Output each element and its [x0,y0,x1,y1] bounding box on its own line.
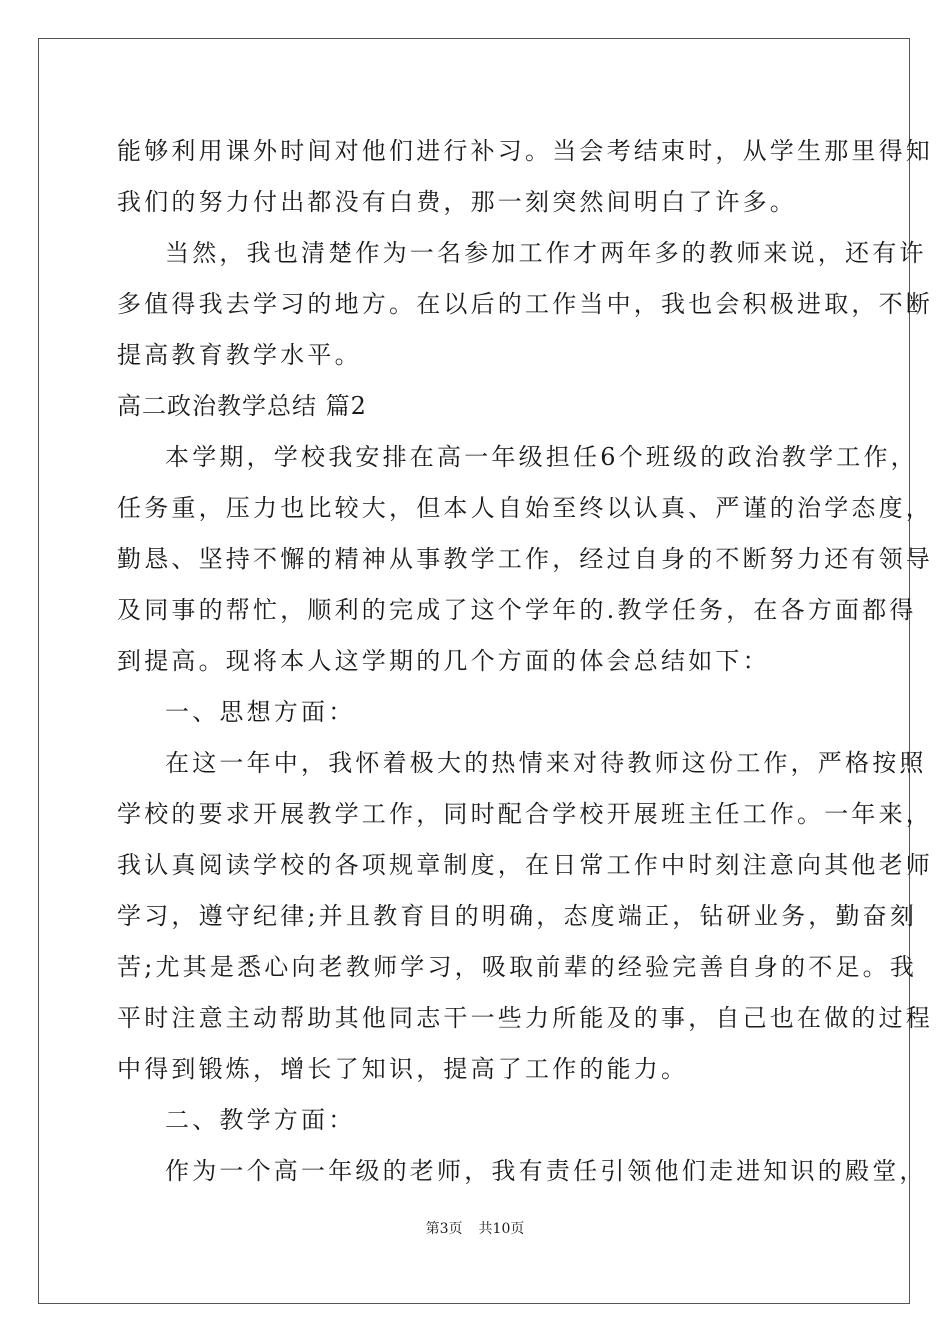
subsection-heading: 一、思想方面： [165,698,356,726]
text-line: 作为一个高一年级的老师，我有责任引领他们走进知识的殿堂， [165,1157,927,1185]
text-line: 中得到锻炼，增长了知识，提高了工作的能力。 [117,1055,689,1083]
page-number: 第3页 [425,1221,463,1237]
document-body [117,126,933,1197]
text-line: 学习，遵守纪律;并且教育目的明确，态度端正，钻研业务，勤奋刻 [117,902,918,930]
text-line: 本学期，学校我安排在高一年级担任6个班级的政治教学工作， [165,443,918,471]
text-line: 我认真阅读学校的各项规章制度，在日常工作中时刻注意向其他老师 [117,851,933,879]
text-line: 多值得我去学习的地方。在以后的工作当中，我也会积极进取，不断 [117,290,933,318]
text-line: 及同事的帮忙，顺利的完成了这个学年的.教学任务，在各方面都得 [117,596,917,624]
text-line: 勤恳、坚持不懈的精神从事教学工作，经过自身的不断努力还有领导 [117,545,933,573]
text-line: 到提高。现将本人这学期的几个方面的体会总结如下： [117,647,770,675]
text-line: 当然，我也清楚作为一名参加工作才两年多的教师来说，还有许 [165,239,927,267]
subsection-heading: 二、教学方面： [165,1106,356,1134]
page-footer [0,1218,950,1238]
section-heading: 高二政治教学总结 篇2 [117,392,367,420]
text-line: 在这一年中，我怀着极大的热情来对待教师这份工作，严格按照 [165,749,927,777]
text-line: 我们的努力付出都没有白费，那一刻突然间明白了许多。 [117,188,797,216]
text-line: 学校的要求开展教学工作，同时配合学校开展班主任工作。一年来， [117,800,933,828]
text-line: 能够利用课外时间对他们进行补习。当会考结束时，从学生那里得知 [117,137,933,165]
text-line: 提高教育教学水平。 [117,341,362,369]
text-line: 任务重，压力也比较大，但本人自始至终以认真、严谨的治学态度， [117,494,933,522]
text-line: 平时注意主动帮助其他同志干一些力所能及的事，自己也在做的过程 [117,1004,933,1032]
page-total: 共10页 [478,1221,525,1237]
text-line: 苦;尤其是悉心向老教师学习，吸取前辈的经验完善自身的不足。我 [117,953,918,981]
